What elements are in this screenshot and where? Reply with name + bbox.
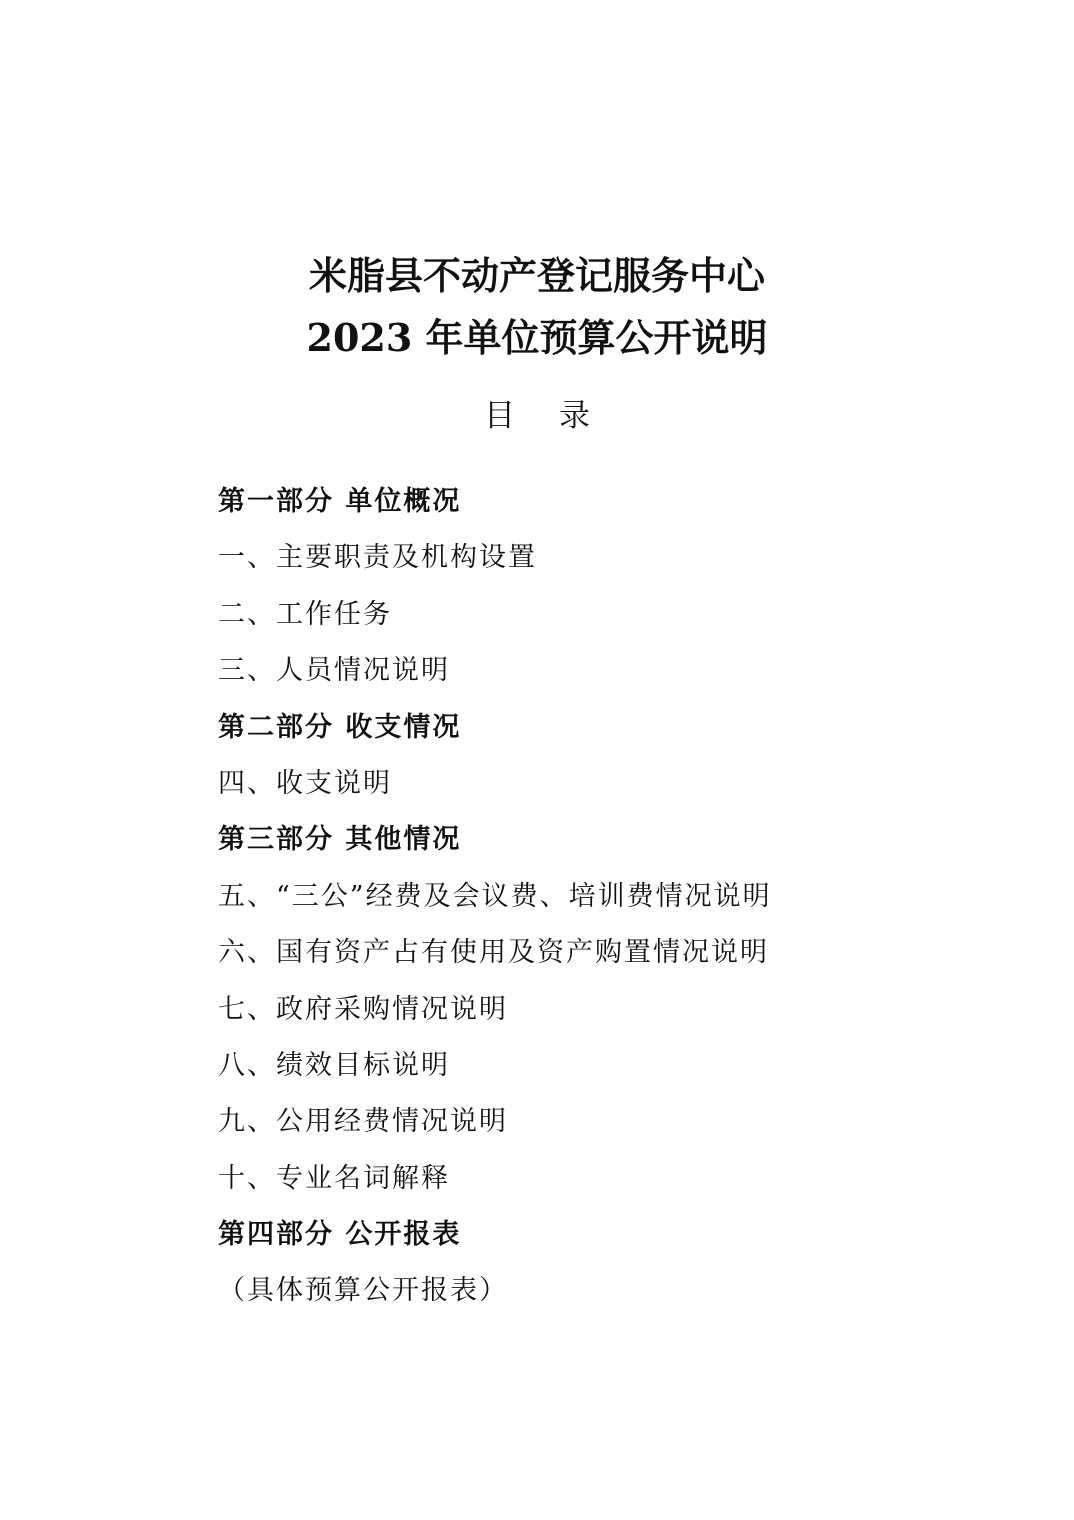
toc-item-4: 四、收支说明 [218,767,392,799]
toc-item-report-note: （具体预算公开报表） [218,1275,508,1307]
toc-item-10: 十、专业名词解释 [218,1162,450,1194]
toc-item-6: 六、国有资产占有使用及资产购置情况说明 [218,937,769,969]
toc-item-7: 七、政府采购情况说明 [218,993,508,1025]
toc-part-1: 第一部分 单位概况 [218,486,462,517]
document-title-line2: 2023 年单位预算公开说明 [306,315,768,360]
toc-item-8: 八、绩效目标说明 [218,1049,450,1081]
document-title-line1: 米脂县不动产登记服务中心 [308,253,765,298]
table-of-contents [218,478,1038,1324]
toc-part-3: 第三部分 其他情况 [218,824,462,856]
toc-item-3: 三、人员情况说明 [218,655,450,687]
toc-heading: 目录 [484,398,634,434]
toc-item-5: 五、“三公”经费及会议费、培训费情况说明 [218,880,772,912]
toc-item-2: 二、工作任务 [218,598,392,630]
toc-item-9: 九、公用经费情况说明 [218,1106,508,1138]
toc-part-2: 第二部分 收支情况 [218,711,462,743]
toc-part-4: 第四部分 公开报表 [218,1219,462,1251]
toc-item-1: 一、主要职责及机构设置 [218,542,537,574]
